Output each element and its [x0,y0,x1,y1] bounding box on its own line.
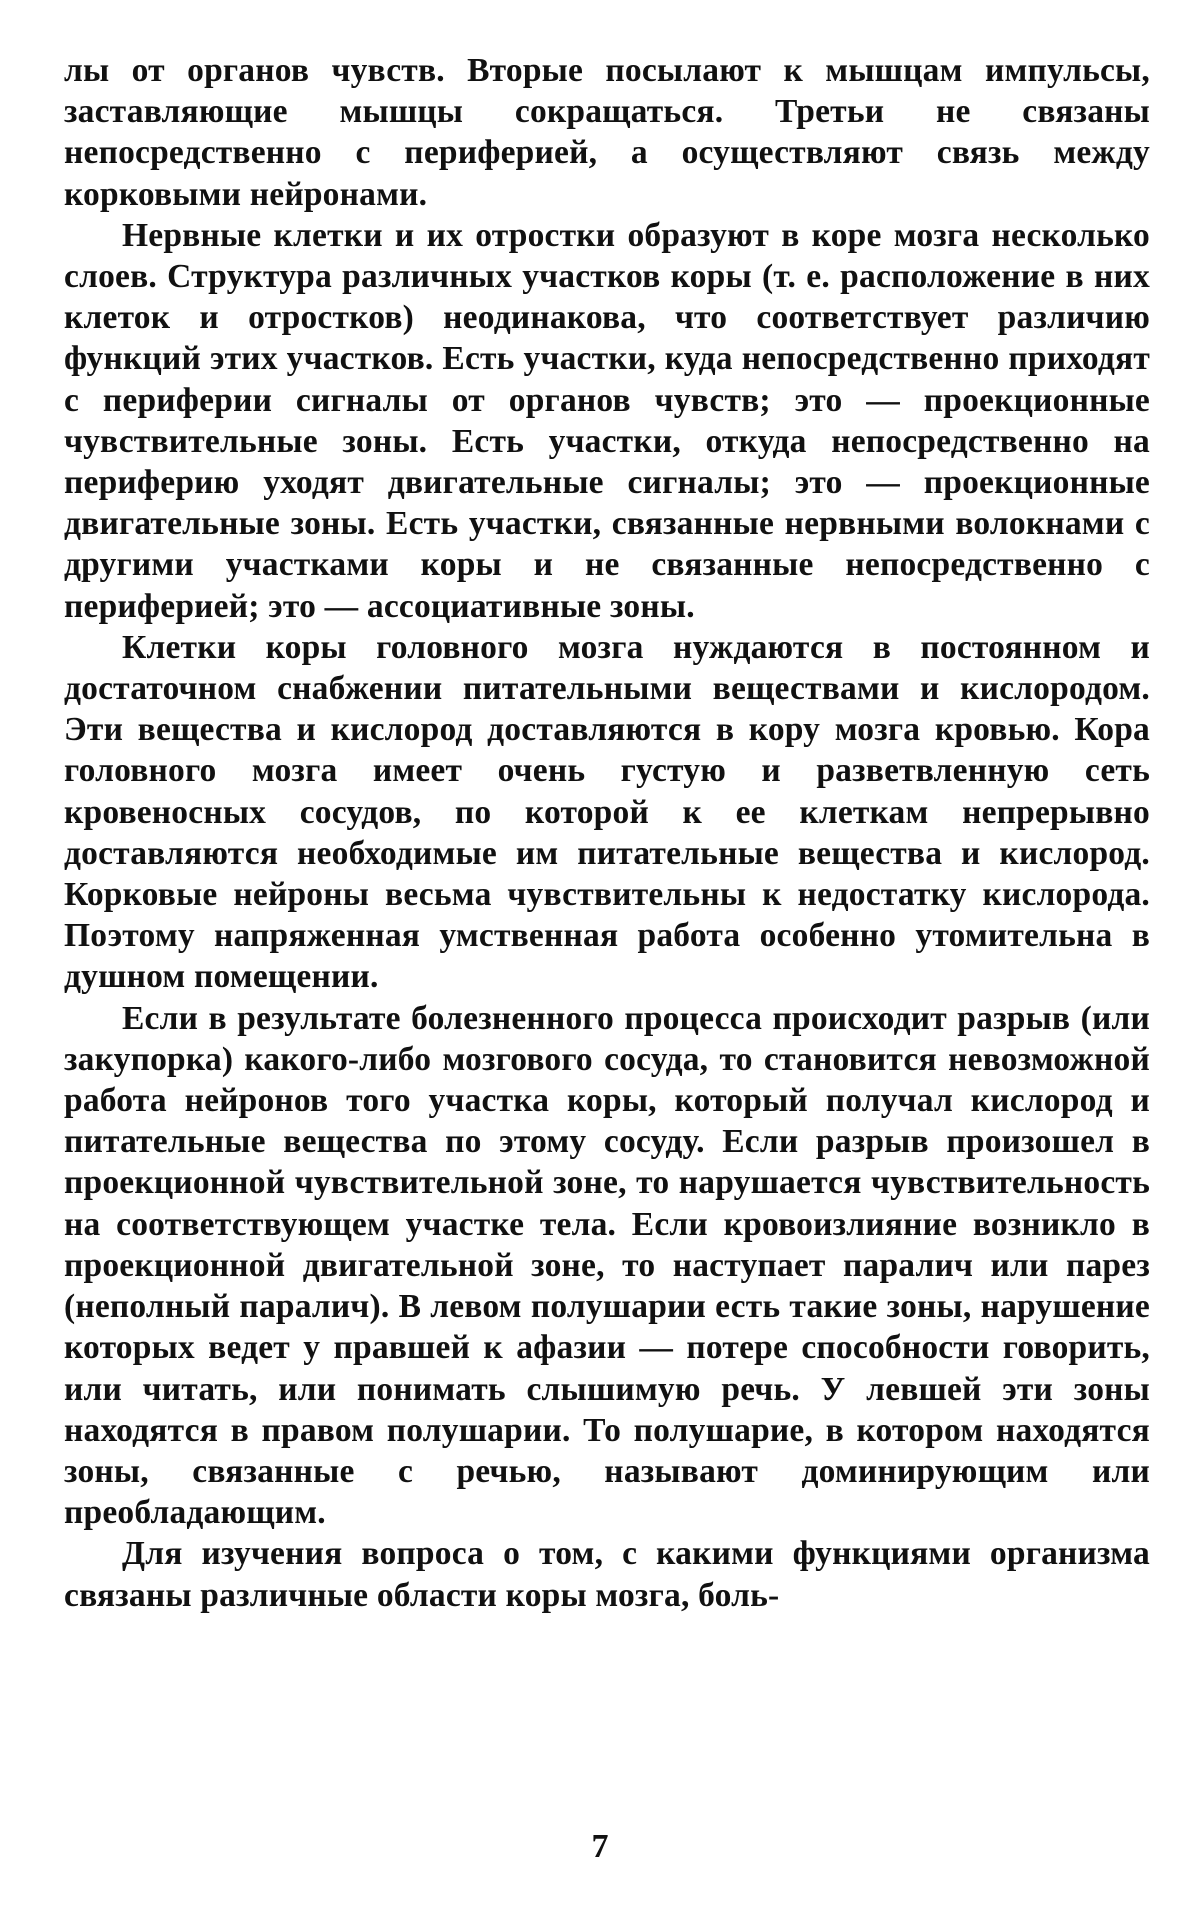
paragraph-blood-supply: Клетки коры головного мозга нуждаются в постоянном и достаточном снабжении питательными веществами и кислородом. Эти вещества и кислород доставляются в кору мозга кровью. Кора головного мозга имеет очень густую и разветвленную сеть кровеносных сосудов, по которой к ее клеткам непрерывно доставляются необходимые им питательные вещества и кислород. Корковые нейроны весьма чувствительны к недостатку кислорода. Поэтому напряженная умственная работа особенно утомительна в душном помещении. [64,628,1150,996]
page-text [64,50,1150,1616]
paragraph-cortex-layers: Нервные клетки и их отростки образуют в коре мозга несколько слоев. Структура различных участков коры (т. е. расположение в них клеток и отростков) неодинакова, что соответствует различию функций этих участков. Есть участки, куда непосредственно приходят с периферии сигналы от органов чувств; это — проекционные чувствительные зоны. Есть участки, откуда непосредственно на периферию уходят двигательные сигналы; это — проекционные двигательные зоны. Есть участки, связанные нервными волокнами с другими участками коры и не связанные непосредственно с периферией; это — ассоциативные зоны. [64,216,1150,625]
paragraph-vessel-rupture: Если в результате болезненного процесса происходит разрыв (или закупорка) какого-либо мозгового сосуда, то становится невозможной работа нейронов того участка коры, который получал кислород и питательные вещества по этому сосуду. Если разрыв произошел в проекционной чувствительной зоне, то нарушается чувствительность на соответствующем участке тела. Если кровоизлияние возникло в проекционной двигательной зоне, то наступает паралич или парез (неполный паралич). В левом полушарии есть такие зоны, нарушение которых ведет у правшей к афазии — потере способности говорить, или читать, или понимать слышимую речь. У левшей эти зоны находятся в правом полушарии. То полушарие, в котором находятся зоны, связанные с речью, называют доминирующим или преобладающим. [64,999,1150,1532]
page-number: 7 [591,1828,609,1865]
paragraph-continuation: лы от органов чувств. Вторые посылают к мышцам импульсы, заставляющие мышцы сокращаться. Третьи не связаны непосредственно с периферией, а осуществляют связь между корковыми нейронами. [64,52,1150,213]
paragraph-study-question: Для изучения вопроса о том, с какими функциями организма связаны различные области коры мозга, боль- [64,1535,1150,1614]
